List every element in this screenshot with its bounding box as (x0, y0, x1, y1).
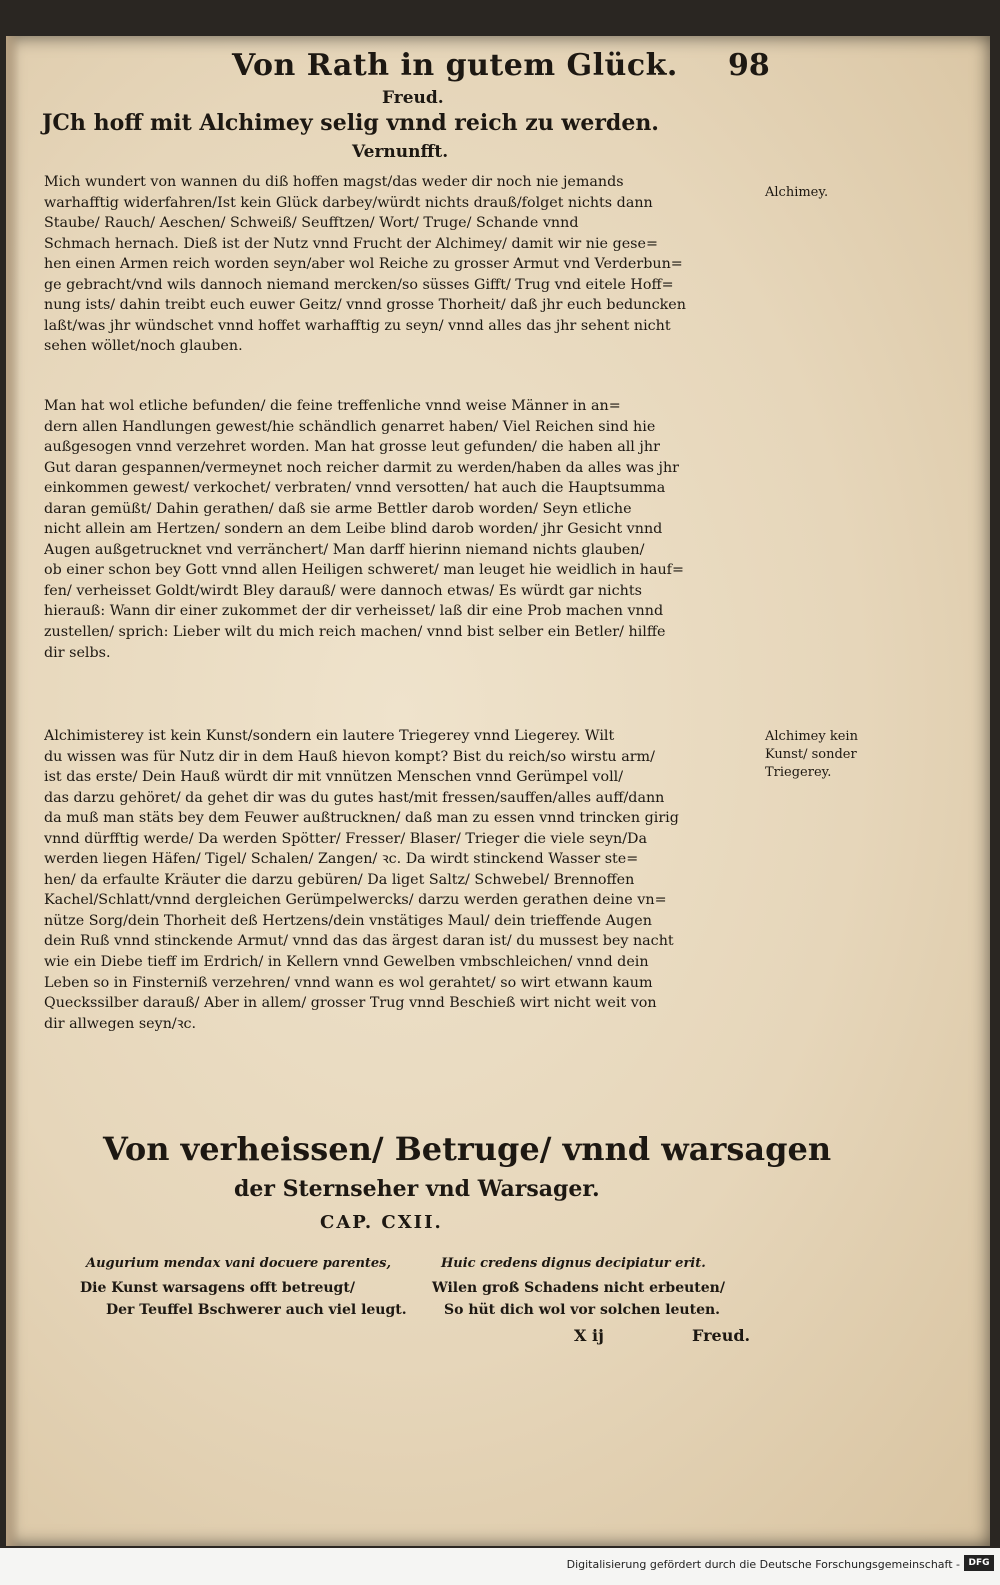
text-line: nicht allein am Hertzen/ sondern an dem Leibe blind darob worden/ jhr Gesicht vnnd (44, 521, 663, 538)
text-line: Gut daran gespannen/vermeynet noch reicher darmit zu werden/haben da alles was jhr (44, 459, 679, 476)
text-line: werden liegen Häfen/ Tigel/ Schalen/ Zangen/ ꝛc. Da wirdt stinckend Wasser ste= (44, 851, 639, 868)
margin-note-alchimey-kunst (765, 728, 875, 782)
text-line: Queckssilber darauß/ Aber in allem/ grosser Trug vnnd Beschieß wirt nicht weit von (44, 995, 657, 1012)
text-line: wie ein Diebe tieff im Erdrich/ in Kellern vnnd Gewelben vmbschleichen/ vnnd dein (44, 954, 649, 971)
speaker-freud: Freud. (382, 88, 444, 108)
text-line: zustellen/ sprich: Lieber wilt du mich reich machen/ vnnd bist selber ein Betler/ hilffe (44, 624, 666, 641)
page-number: 98 (728, 48, 770, 83)
page-gutter-shadow (6, 36, 20, 1546)
freud-statement: JCh hoff mit Alchimey selig vnnd reich zu werden. (42, 110, 659, 136)
chapter-title: Von verheissen/ Betruge/ vnnd warsagen (103, 1130, 832, 1168)
text-line: Man hat wol etliche befunden/ die feine treffenliche vnnd weise Männer in an= (44, 398, 621, 414)
margin-note-line: Triegerey. (765, 765, 832, 780)
text-line: nung ists/ dahin treibt euch euwer Geitz/ vnnd grosse Thorheit/ daß jhr euch beduncken (44, 297, 686, 314)
text-line: Kachel/Schlatt/vnnd dergleichen Gerümpelwercks/ darzu werden gerathen deine vn= (44, 892, 667, 909)
text-line: dern allen Handlungen gewest/hie schändlich genarret haben/ Viel Reichen sind hie (44, 418, 656, 435)
latin-motto-right: Huic credens dignus decipiatur erit. (441, 1256, 706, 1271)
signature-mark: X ij (574, 1326, 604, 1345)
text-line: dein Ruß vnnd stinckende Armut/ vnnd das das ärgest daran ist/ du mussest bey nacht (44, 933, 674, 950)
text-line: du wissen was für Nutz dir in dem Hauß hievon kompt? Bist du reich/so wirstu arm/ (44, 748, 655, 765)
text-line: Staube/ Rauch/ Aeschen/ Schweiß/ Seufftzen/ Wort/ Truge/ Schande vnnd (44, 215, 579, 232)
verse-line: Der Teuffel Bschwerer auch viel leugt. (106, 1302, 407, 1318)
text-line: das darzu gehöret/ da gehet dir was du gutes hast/mit fressen/sauffen/alles auff/dann (44, 789, 665, 806)
text-line: hen/ da erfaulte Kräuter die darzu gebüren/ Da liget Saltz/ Schwebel/ Brennoffen (44, 871, 635, 888)
speaker-vernunfft: Vernunfft. (352, 142, 449, 162)
margin-note-line: Kunst/ sonder (765, 747, 857, 762)
text-line: dir allwegen seyn/ꝛc. (44, 1015, 197, 1032)
paragraph-1 (44, 172, 764, 357)
text-line: daran gemüßt/ Dahin gerathen/ daß sie arme Bettler darob worden/ Seyn etliche (44, 500, 632, 517)
paragraph-2 (44, 396, 764, 663)
verse-line: Die Kunst warsagens offt betreugt/ (80, 1280, 355, 1296)
text-line: nütze Sorg/dein Thorheit deß Hertzens/dein vnstätiges Maul/ dein trieffende Augen (44, 912, 652, 929)
text-line: Schmach hernach. Dieß ist der Nutz vnnd Frucht der Alchimey/ damit wir nie gese= (44, 235, 658, 252)
margin-note-alchimey: Alchimey. (765, 185, 829, 200)
text-line: Mich wundert von wannen du diß hoffen magst/das weder dir noch nie jemands (44, 174, 624, 190)
catchword: Freud. (692, 1326, 751, 1345)
text-line: einkommen gewest/ verkochet/ verbraten/ vnnd versotten/ hat auch die Hauptsumma (44, 480, 666, 497)
chapter-subtitle: der Sternseher vnd Warsager. (234, 1176, 600, 1202)
margin-note-line: Alchimey kein (765, 729, 858, 744)
text-line: ob einer schon bey Gott vnnd allen Heiligen schweret/ man leuget hie weidlich in hauf= (44, 562, 684, 579)
text-line: Alchimisterey ist kein Kunst/sondern ein lautere Triegerey vnnd Liegerey. Wilt (44, 728, 615, 744)
text-line: Augen außgetrucknet vnd verränchert/ Man darff hierinn niemand nichts glauben/ (44, 541, 645, 558)
text-line: dir selbs. (44, 644, 111, 661)
text-line: ist das erste/ Dein Hauß würdt dir mit vnnützen Menschen vnnd Gerümpel voll/ (44, 769, 624, 786)
paragraph-3 (44, 726, 764, 1034)
verse-line: So hüt dich wol vor solchen leuten. (444, 1302, 721, 1318)
text-line: sehen wöllet/noch glauben. (44, 338, 243, 355)
text-line: außgesogen vnnd verzehret worden. Man hat grosse leut gefunden/ die haben all jhr (44, 439, 660, 456)
text-line: hierauß: Wann dir einer zukommet der dir verheisset/ laß dir eine Prob machen vnnd (44, 603, 664, 620)
text-line: laßt/was jhr wündschet vnnd hoffet warhafftig zu seyn/ vnnd alles das jhr sehent nicht (44, 317, 671, 334)
verse-line: Wilen groß Schadens nicht erbeuten/ (432, 1280, 725, 1296)
footer-credit: Digitalisierung gefördert durch die Deutsche Forschungsgemeinschaft - (566, 1558, 960, 1571)
text-line: fen/ verheisset Goldt/wirdt Bley darauß/ were dannoch etwas/ Es würdt gar nichts (44, 582, 642, 599)
text-line: ge gebracht/vnd wils dannoch niemand mercken/so süsses Gifft/ Trug vnd eitele Hoff= (44, 276, 674, 293)
latin-motto-left: Augurium mendax vani docuere parentes, (86, 1256, 392, 1271)
dfg-logo: DFG (964, 1555, 994, 1571)
chapter-number: CAP. CXII. (320, 1212, 443, 1233)
text-line: da muß man stäts bey dem Feuwer außtrucknen/ daß man zu essen vnnd trincken girig (44, 810, 679, 827)
text-line: vnnd dürfftig werde/ Da werden Spötter/ Fresser/ Blaser/ Trieger die viele seyn/Da (44, 830, 648, 847)
text-line: warhafftig widerfahren/Ist kein Glück darbey/würdt nichts drauß/folget nichts dann (44, 194, 653, 211)
text-line: hen einen Armen reich worden seyn/aber wol Reiche zu grosser Armut vnd Verderbun= (44, 256, 683, 273)
text-line: Leben so in Finsterniß verzehren/ vnnd wann es wol gerahtet/ so wirt etwann kaum (44, 974, 653, 991)
running-head: Von Rath in gutem Glück. (232, 48, 678, 83)
